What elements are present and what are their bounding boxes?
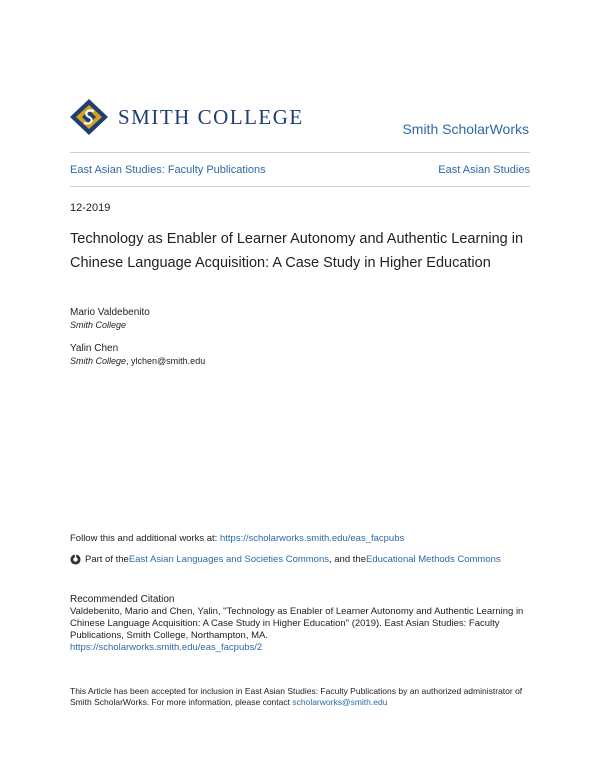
- author-block: [70, 307, 150, 331]
- citation-block: [70, 606, 540, 654]
- citation-heading: Recommended Citation: [70, 594, 175, 605]
- author-affiliation: Smith College: [70, 320, 127, 330]
- part-of-line: [70, 554, 501, 565]
- smith-college-logo[interactable]: [70, 99, 304, 135]
- contact-email-link[interactable]: scholarworks@smith.edu: [292, 697, 388, 707]
- shield-icon: [70, 99, 108, 135]
- collection-url-link[interactable]: https://scholarworks.smith.edu/eas_facpubs: [219, 533, 405, 544]
- author-email: , ylchen@smith.edu: [126, 356, 206, 366]
- author-affiliation: Smith College: [70, 356, 127, 366]
- paper-title: Technology as Enabler of Learner Autonomy and Authentic Learning in Chinese Language Acquisition: A Case Study in Higher Education: [70, 231, 524, 271]
- logo-wordmark: SMITH COLLEGE: [118, 104, 304, 129]
- author-name: Yalin Chen: [70, 343, 119, 354]
- publication-date: 12-2019: [70, 202, 111, 214]
- scholarworks-link[interactable]: Smith ScholarWorks: [402, 121, 529, 137]
- author-block: [70, 343, 205, 367]
- divider: [70, 186, 530, 187]
- citation-text: Valdebenito, Mario and Chen, Yalin, "Technology as Enabler of Learner Autonomy and Authentic Learning in Chinese Language Acquisition: A Case Study in Higher Education" (2019). East Asian Studies: Faculty Publications, Smith College, Northampton, MA.: [70, 606, 524, 641]
- commons-link-educational[interactable]: Educational Methods Commons: [365, 554, 501, 565]
- follow-text: Follow this and additional works at:: [70, 533, 220, 544]
- notice-text: This Article has been accepted for inclusion in East Asian Studies: Faculty Publications by an authorized administrator of Smith ScholarWorks. For more information, please contact: [70, 686, 523, 707]
- breadcrumb-collection[interactable]: East Asian Studies: Faculty Publications: [70, 164, 266, 176]
- follow-line: [70, 533, 404, 544]
- divider: [70, 152, 530, 153]
- and-text: , and the: [329, 554, 366, 565]
- commons-link-east-asian[interactable]: East Asian Languages and Societies Commons: [128, 554, 329, 565]
- network-icon: [70, 554, 81, 565]
- breadcrumb-department[interactable]: East Asian Studies: [438, 164, 530, 176]
- author-name: Mario Valdebenito: [70, 307, 150, 318]
- inclusion-notice: [70, 686, 540, 708]
- part-of-text: Part of the: [85, 554, 129, 565]
- citation-url-link[interactable]: https://scholarworks.smith.edu/eas_facpubs/2: [70, 642, 263, 653]
